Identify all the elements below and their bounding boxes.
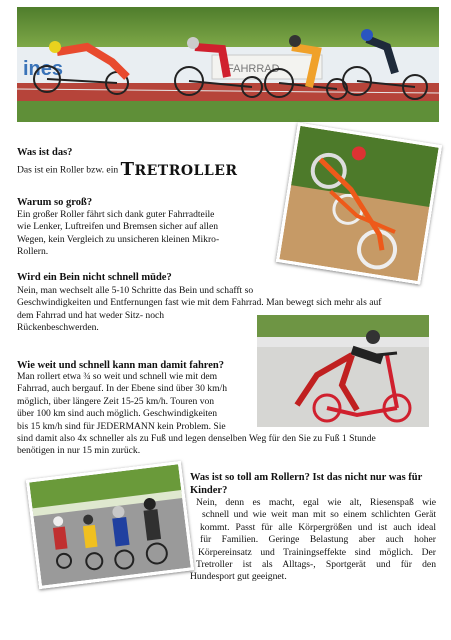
text-line: Ein großer Roller fährt sich dank guter Fahrradteile (17, 209, 215, 220)
text-wie-weit-schnell (17, 371, 442, 458)
photo-orange-scooter (276, 122, 442, 284)
text-line: schnell und wie weit man mit so einem schlichten Gerät (202, 509, 436, 521)
group-race-illustration (29, 464, 191, 586)
intro-text: Das ist ein Roller bzw. ein (17, 164, 119, 176)
heading-wie-weit-schnell: Wie weit und schnell kann man damit fahren? (17, 360, 225, 371)
text-line: kommt. Passt für alle Körpergrößen und ist auch ideal (200, 521, 436, 533)
brand-first-letter: T (120, 159, 135, 180)
text-line: Nein, denn es macht, egal wie alt, Riesenspaß wie (196, 497, 436, 508)
heading-line: Kinder? (190, 485, 228, 496)
text-line: sind damit also 4x schneller als zu Fuß und legen denselben Weg für den Sie zu Fuß 1 Stunde (17, 433, 376, 445)
banner-photo-racers (17, 7, 439, 122)
heading-was-ist-das: Was ist das? (17, 147, 73, 158)
text-line: Fahrrad, auch bergauf. In der Ebene sind über 30 km/h (17, 383, 228, 395)
text-line: für Familien. Geringe Belastung aber auch hoher (200, 534, 436, 546)
text-was-ist-so-toll (190, 497, 436, 584)
text-line: Rückenbeschwerden. (17, 322, 99, 334)
intro-line (17, 159, 238, 180)
heading-warum-so-gross: Warum so groß? (17, 197, 93, 208)
text-line: dem Fahrrad und hat weder Sitz- noch (17, 309, 165, 321)
heading-line: Was ist so toll am Rollern? Ist das nicht nur was für (190, 472, 423, 483)
banner-racers-illustration (17, 7, 439, 122)
text-line: Man rollert etwa ¾ so weit und schnell wie mit dem (17, 371, 218, 382)
text-line: benötigen in nur 15 min zurück. (17, 445, 141, 457)
svg-text:FAHRRAD: FAHRRAD (227, 63, 280, 75)
brand-rest-letters: RETROLLER (134, 163, 238, 179)
text-line: Geschwindigkeiten und Entfernungen fast wie mit dem Fahrrad. Man bewegt sich mehr als auf (17, 297, 382, 309)
svg-text:ines: ines (23, 58, 64, 80)
heading-was-ist-so-toll (190, 471, 440, 497)
text-line: Rollern. (17, 246, 49, 258)
text-line: möglich, über längere Zeit 15-25 km/h. Touren von (17, 395, 215, 407)
text-line: Körpereinsatz und Trainingseffekte sind möglich. Der (198, 546, 436, 558)
text-line: Tretroller ist als Alltags-, Sportgerät und für den (196, 559, 436, 571)
text-line: Hundesport gut geeignet. (190, 571, 287, 583)
text-line: Nein, man wechselt alle 5-10 Schritte das Bein und schafft so (17, 285, 254, 296)
text-line: über 100 km sind auch möglich. Geschwindigkeiten (17, 408, 218, 420)
text-line: bis 15 km/h sind für JEDERMANN kein Problem. Sie (17, 420, 226, 432)
orange-scooter-illustration (279, 126, 438, 281)
brand-tretroller (121, 159, 238, 180)
text-line: Wegen, kein Vergleich zu unsicheren kleinen Mikro- (17, 233, 220, 245)
text-line: wie Lenker, Luftreifen und Bremsen sicher auf allen (17, 221, 219, 233)
heading-bein-muede: Wird ein Bein nicht schnell müde? (17, 272, 172, 283)
photo-group-race (26, 461, 194, 589)
text-warum-so-gross (17, 209, 277, 259)
